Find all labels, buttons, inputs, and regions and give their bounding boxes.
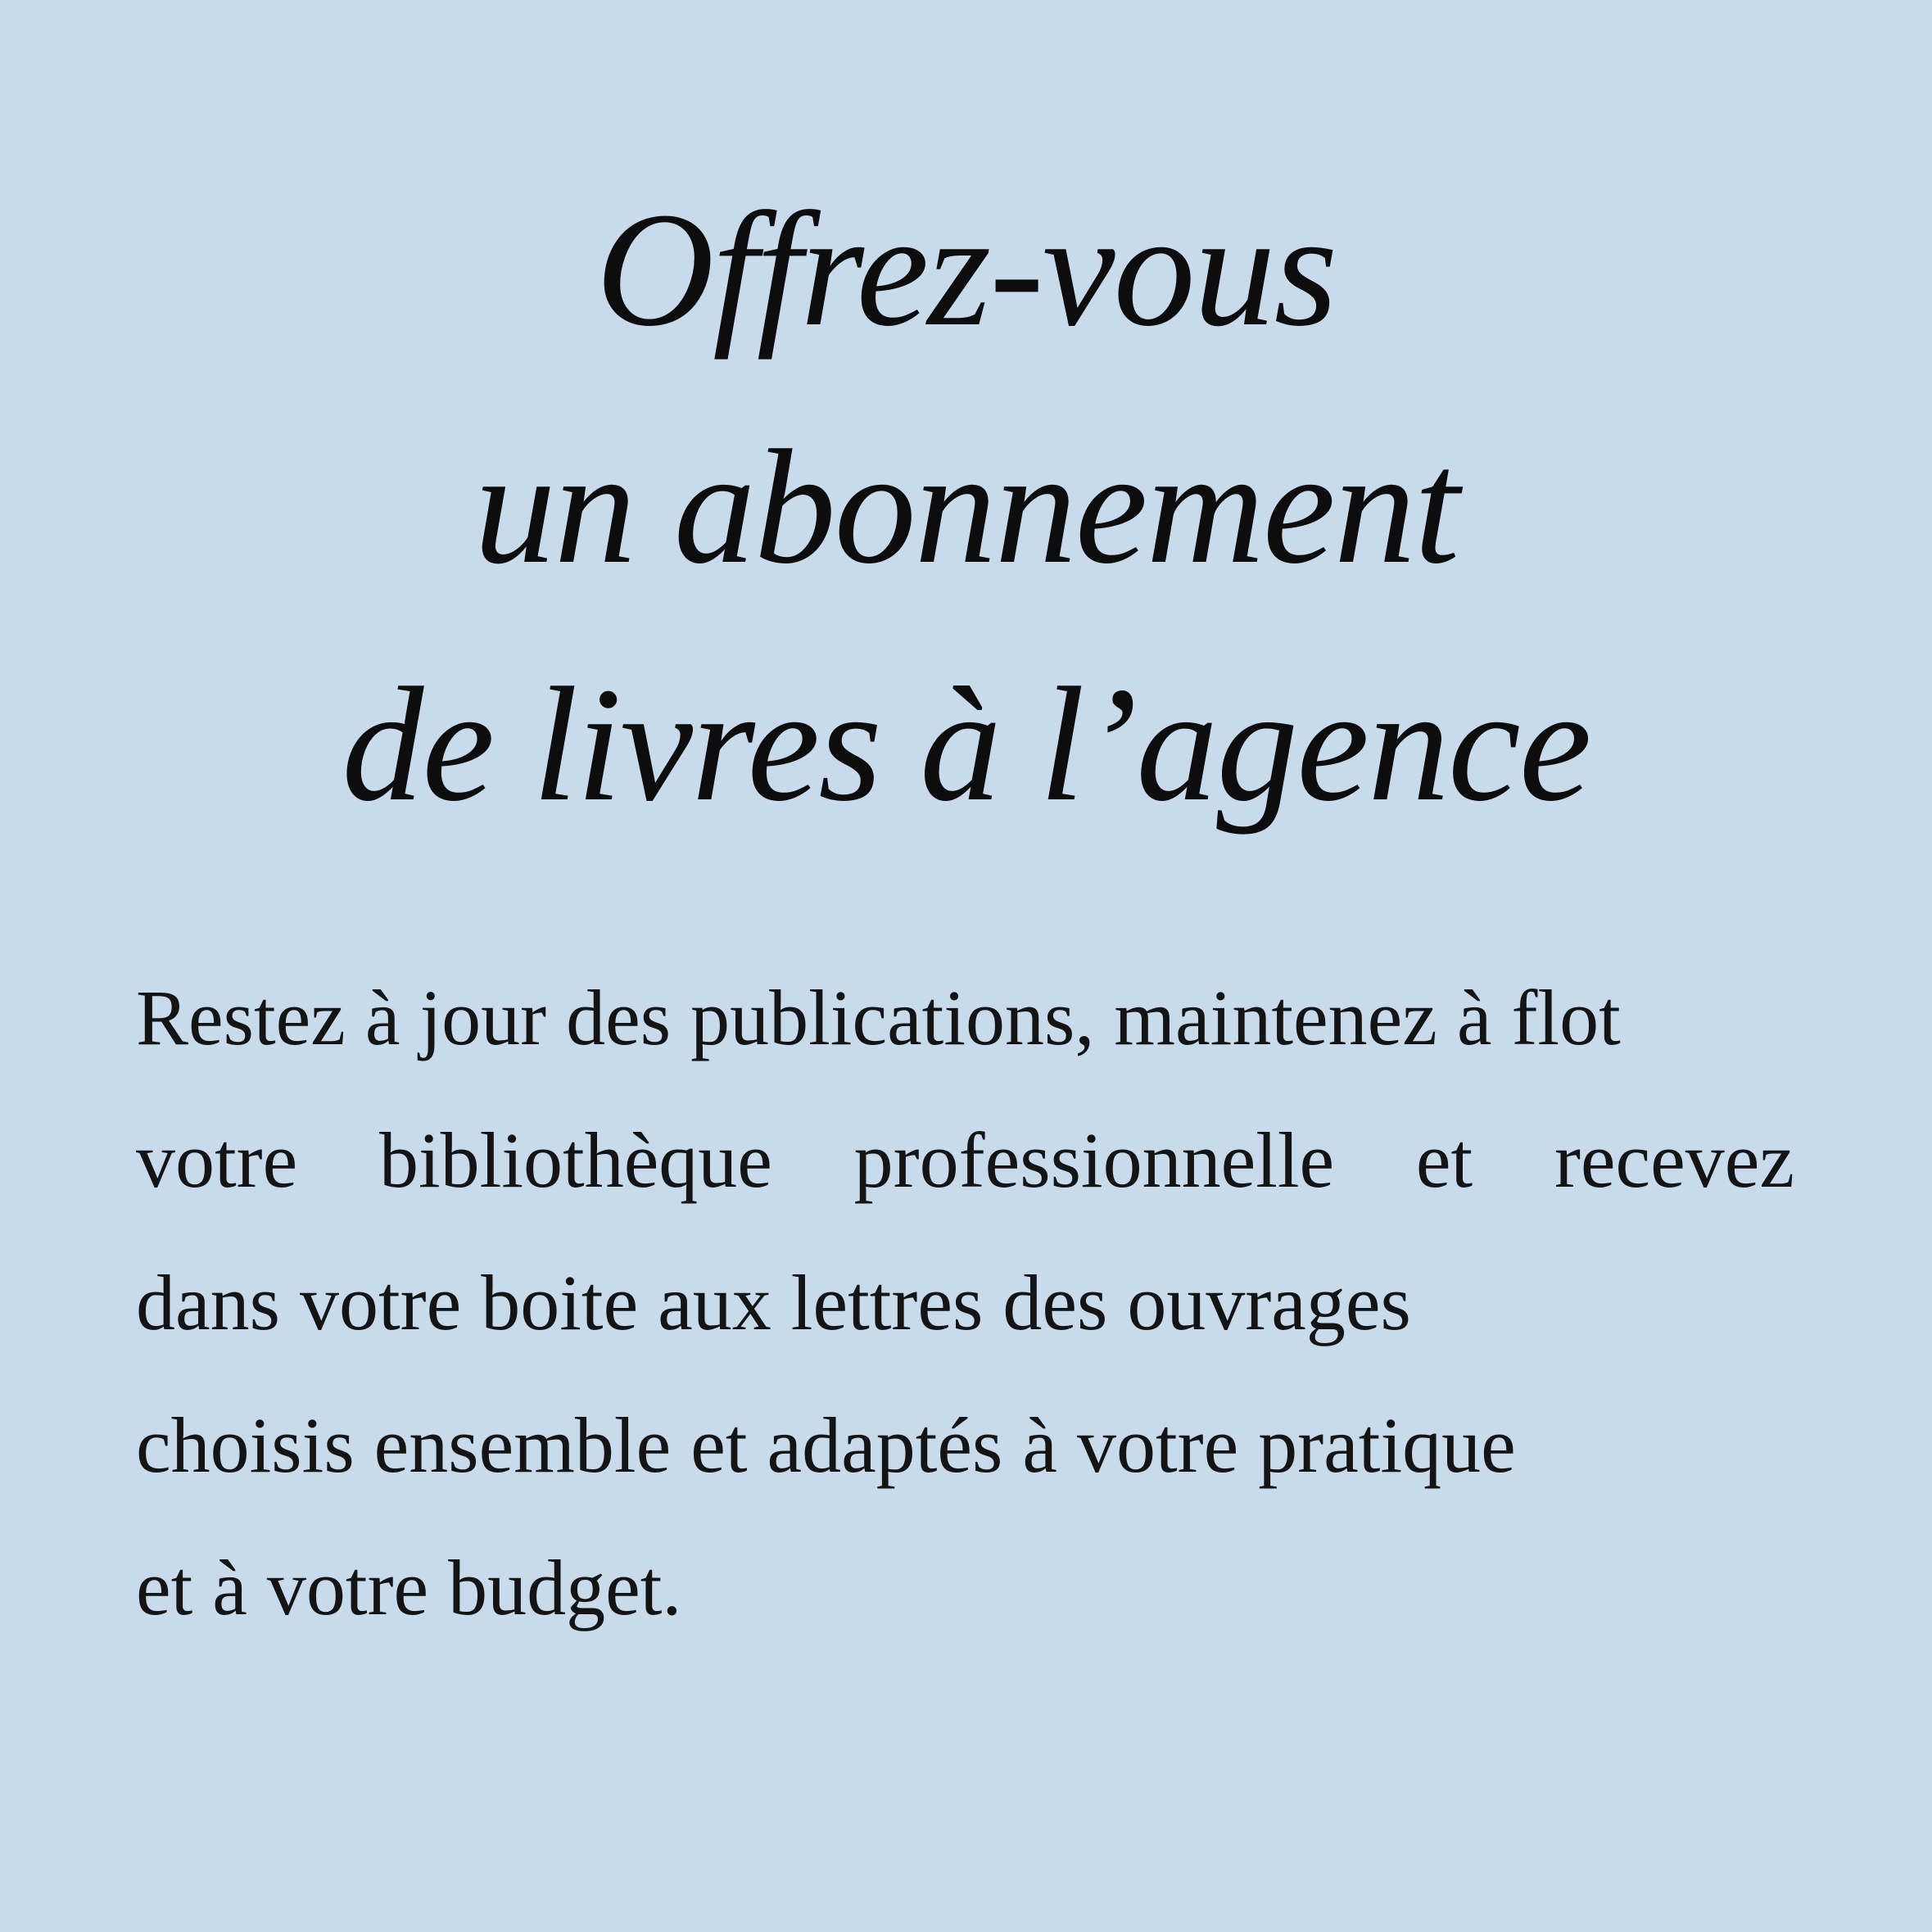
- description-line-5: et à votre budget.: [136, 1544, 682, 1631]
- headline-line-1: Offrez-vous: [595, 179, 1337, 360]
- description-word: votre: [136, 1116, 298, 1204]
- description-word: et: [1415, 1116, 1473, 1204]
- description-line-1: Restez à jour des publications, maintenez à flot: [136, 974, 1621, 1061]
- headline: [0, 152, 1932, 864]
- headline-line-2: un abonnement: [473, 417, 1459, 598]
- description-word: recevez: [1554, 1116, 1794, 1204]
- description-word: bibliothèque: [379, 1116, 772, 1204]
- description-line-2: [136, 1089, 1794, 1232]
- description-line-3: dans votre boite aux lettres des ouvrages: [136, 1259, 1411, 1346]
- description: [136, 947, 1794, 1659]
- description-line-4: choisis ensemble et adaptés à votre pratique: [136, 1401, 1516, 1489]
- headline-line-3: de livres à l’agence: [342, 654, 1590, 835]
- description-word: professionnelle: [853, 1116, 1335, 1204]
